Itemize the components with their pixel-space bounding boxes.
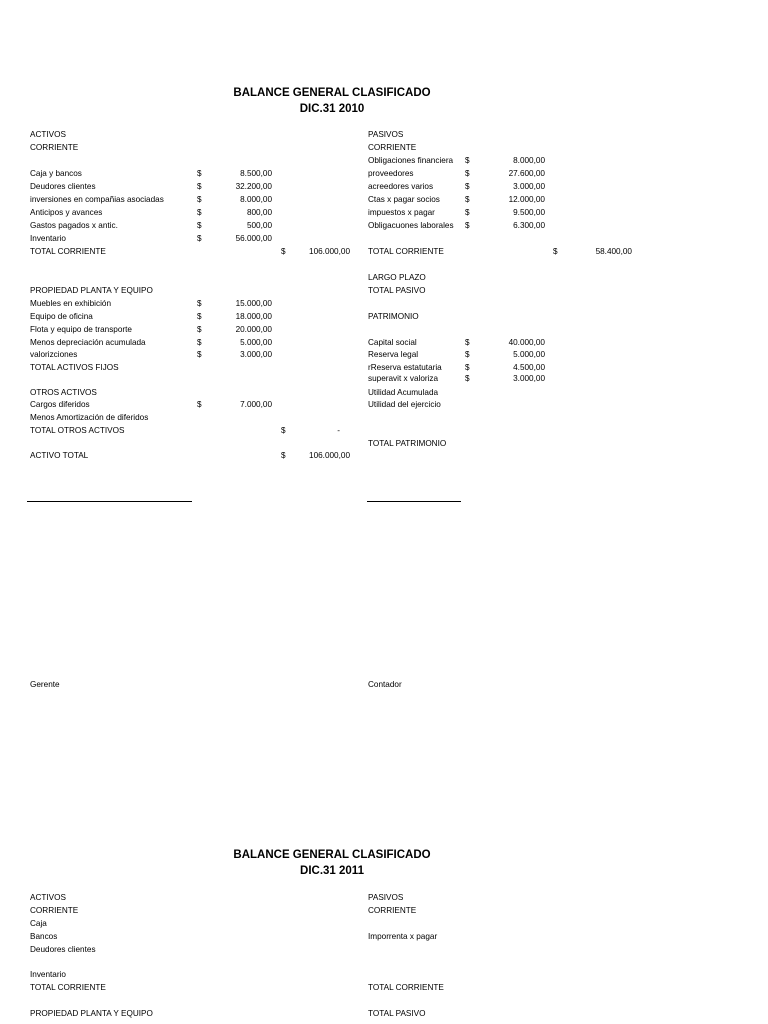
total-activos-fijos-label: TOTAL ACTIVOS FIJOS	[30, 363, 119, 372]
inventario-label-2011: Inventario	[30, 970, 66, 979]
pasivo-item-value: 9.500,00	[513, 208, 545, 217]
currency-sign: $	[197, 350, 202, 359]
activos-corriente-heading-2011: CORRIENTE	[30, 906, 79, 915]
currency-sign: $	[465, 182, 470, 191]
total-corriente-activo-label: TOTAL CORRIENTE	[30, 247, 106, 256]
ppe-heading-2011: PROPIEDAD PLANTA Y EQUIPO	[30, 1009, 153, 1018]
activo-item-label: Gastos pagados x antic.	[30, 221, 118, 230]
activo-item-value: 32.200,00	[235, 182, 272, 191]
pasivo-item-label: proveedores	[368, 169, 414, 178]
currency-sign: $	[465, 374, 470, 383]
currency-sign: $	[197, 234, 202, 243]
pasivos-corriente-heading: CORRIENTE	[368, 143, 417, 152]
currency-sign: $	[197, 338, 202, 347]
pasivo-item-value: 12.000,00	[508, 195, 545, 204]
activo-item-label: inversiones en compañias asociadas	[30, 195, 164, 204]
pasivo-item-value: 6.300,00	[513, 221, 545, 230]
total-patrimonio-label: TOTAL PATRIMONIO	[368, 439, 447, 448]
currency-sign: $	[197, 299, 202, 308]
gerente-signature-line	[27, 501, 192, 502]
activo-item-label-2011: Bancos	[30, 932, 58, 941]
currency-sign: $	[465, 156, 470, 165]
pasivo-item-label: Obligacuones laborales	[368, 221, 454, 230]
currency-sign: $	[197, 400, 202, 409]
pasivo-item-value: 8.000,00	[513, 156, 545, 165]
currency-sign: $	[197, 221, 202, 230]
pasivos-corriente-heading-2011: CORRIENTE	[368, 906, 417, 915]
currency-sign: $	[465, 208, 470, 217]
contador-signature-line	[367, 501, 461, 502]
patrimonio-item-label: Capital social	[368, 338, 417, 347]
activo-item-label-2011: Deudores clientes	[30, 945, 96, 954]
otros-activos-heading: OTROS ACTIVOS	[30, 388, 97, 397]
patrimonio-item-label: Reserva legal	[368, 350, 419, 359]
currency-sign: $	[197, 169, 202, 178]
gerente-label: Gerente	[30, 680, 60, 689]
patrimonio-item-value: 4.500,00	[513, 363, 545, 372]
pasivo-item-value: 27.600,00	[508, 169, 545, 178]
balance-date-2011: DIC.31 2011	[300, 865, 364, 877]
currency-sign: $	[197, 195, 202, 204]
currency-sign: $	[197, 325, 202, 334]
total-corriente-pasivo-value: 58.400,00	[595, 247, 632, 256]
ppe-heading: PROPIEDAD PLANTA Y EQUIPO	[30, 286, 153, 295]
otros-item-label: Menos Amortización de diferidos	[30, 413, 149, 422]
patrimonio-item-label: Utilidad del ejercicio	[368, 400, 441, 409]
currency-sign: $	[553, 247, 558, 256]
currency-sign: $	[197, 208, 202, 217]
ppe-item-label: Menos depreciación acumulada	[30, 338, 146, 347]
total-otros-activos-value: -	[337, 426, 340, 435]
activo-item-value: 8.500,00	[240, 169, 272, 178]
activos-heading-2011: ACTIVOS	[30, 893, 66, 902]
activo-total-label: ACTIVO TOTAL	[30, 451, 89, 460]
activo-item-label: Anticipos y avances	[30, 208, 103, 217]
currency-sign: $	[465, 350, 470, 359]
pasivos-heading-2011: PASIVOS	[368, 893, 404, 902]
currency-sign: $	[465, 195, 470, 204]
currency-sign: $	[465, 338, 470, 347]
largo-plazo-heading: LARGO PLAZO	[368, 273, 426, 282]
ppe-item-label: Flota y equipo de transporte	[30, 325, 132, 334]
ppe-item-value: 18.000,00	[235, 312, 272, 321]
otros-item-value: 7.000,00	[240, 400, 272, 409]
ppe-item-value: 3.000,00	[240, 350, 272, 359]
activo-item-label: Deudores clientes	[30, 182, 96, 191]
total-corriente-pasivo-label: TOTAL CORRIENTE	[368, 247, 444, 256]
balance-date: DIC.31 2010	[299, 103, 365, 115]
ppe-item-value: 5.000,00	[240, 338, 272, 347]
ppe-item-label: valorizciones	[30, 350, 78, 359]
currency-sign: $	[281, 451, 286, 460]
balance-title: BALANCE GENERAL CLASIFICADO	[233, 87, 431, 99]
patrimonio-item-label: rReserva estatutaria	[368, 363, 442, 372]
activo-item-label: Inventario	[30, 234, 66, 243]
activo-item-label: Caja y bancos	[30, 169, 82, 178]
total-pasivo-2011: TOTAL PASIVO	[368, 1009, 426, 1018]
ppe-item-label: Equipo de oficina	[30, 312, 93, 321]
pasivos-heading: PASIVOS	[368, 130, 404, 139]
total-corriente-activo-2011: TOTAL CORRIENTE	[30, 983, 106, 992]
contador-label: Contador	[368, 680, 402, 689]
pasivo-item-label: acreedores varios	[368, 182, 434, 191]
patrimonio-item-value: 5.000,00	[513, 350, 545, 359]
currency-sign: $	[465, 169, 470, 178]
imporrenta-label-2011: Imporrenta x pagar	[368, 932, 438, 941]
total-pasivo-label: TOTAL PASIVO	[368, 286, 426, 295]
currency-sign: $	[281, 247, 286, 256]
patrimonio-item-label: Utilidad Acumulada	[368, 388, 439, 397]
currency-sign: $	[197, 312, 202, 321]
patrimonio-item-label: superavit x valoriza	[368, 374, 439, 383]
ppe-item-label: Muebles en exhibición	[30, 299, 112, 308]
pasivo-item-label: Obligaciones financiera	[368, 156, 454, 165]
pasivo-item-value: 3.000,00	[513, 182, 545, 191]
ppe-item-value: 20.000,00	[235, 325, 272, 334]
patrimonio-item-value: 40.000,00	[508, 338, 545, 347]
activos-corriente-heading: CORRIENTE	[30, 143, 79, 152]
activo-item-label-2011: Caja	[30, 919, 47, 928]
activo-total-value: 106.000,00	[309, 451, 350, 460]
total-corriente-pasivo-2011: TOTAL CORRIENTE	[368, 983, 444, 992]
currency-sign: $	[197, 182, 202, 191]
otros-item-label: Cargos diferidos	[30, 400, 90, 409]
ppe-item-value: 15.000,00	[235, 299, 272, 308]
activos-heading: ACTIVOS	[30, 130, 66, 139]
total-corriente-activo-value: 106.000,00	[309, 247, 350, 256]
total-otros-activos-label: TOTAL OTROS ACTIVOS	[30, 426, 125, 435]
activo-item-value: 8.000,00	[240, 195, 272, 204]
pasivo-item-label: Ctas x pagar socios	[368, 195, 440, 204]
patrimonio-heading: PATRIMONIO	[368, 312, 419, 321]
activo-item-value: 56.000,00	[235, 234, 272, 243]
balance-title-2011: BALANCE GENERAL CLASIFICADO	[233, 849, 431, 861]
currency-sign: $	[465, 221, 470, 230]
currency-sign: $	[281, 426, 286, 435]
currency-sign: $	[465, 363, 470, 372]
activo-item-value: 800,00	[246, 208, 272, 217]
pasivo-item-label: impuestos x pagar	[368, 208, 435, 217]
activo-item-value: 500,00	[246, 221, 272, 230]
patrimonio-item-value: 3.000,00	[513, 374, 545, 383]
